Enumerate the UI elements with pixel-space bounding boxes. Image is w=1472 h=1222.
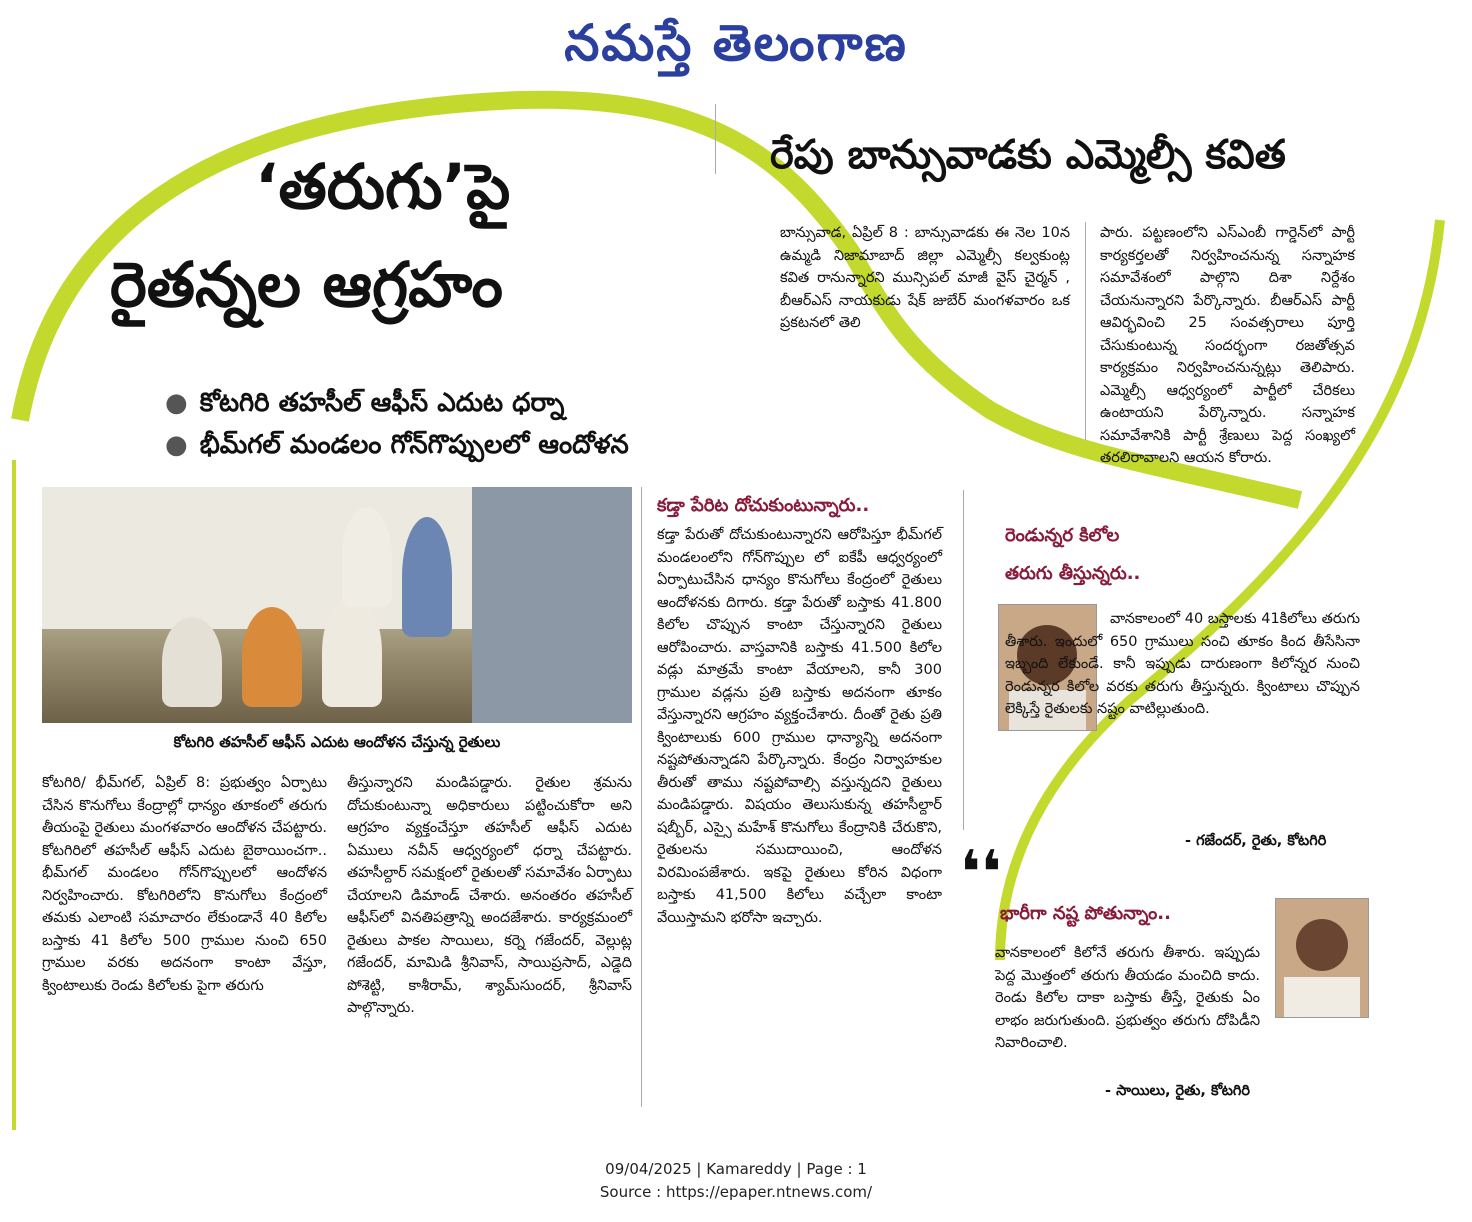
- column-divider: [1085, 222, 1086, 440]
- main-story-column-3: [657, 524, 942, 929]
- main-story-text: కడ్తా పేరుతో దోచుకుంటున్నారని ఆరోపిస్తూ భీమ్‌గల్ మండలంలోని గోన్‌గొప్పుల లో ఐకేపీ ఆధ్వర్యంలో ఏర్పాటుచేసిన ధాన్యం కొనుగోలు కేంద్రంలో రైతులు ఆందోళనకు దిగారు. కడ్తా పేరుతో బస్తాకు 41.800 కిలోల చొప్పున కాంటా చేస్తున్నారని రైతులు ఆరోపించారు. వాస్తవానికి బస్తాకు 41.500 కిలోల వడ్లు మాత్రమే కాంటా వేయాలని, కానీ 300 గ్రాముల వడ్లను ప్రతి బస్తాకు అదనంగా తూకం వేస్తున్నారని ఆగ్రహం వ్యక్తంచేశారు. దీంతో రైతు ప్రతి క్వింటాలుకు 600 గ్రాముల ధాన్యాన్ని అదనంగా నష్టపోతున్నాడని పేర్కొన్నారు. కేంద్రం నిర్వాహకుల తీరుతో తాము నష్టపోవాల్సి వస్తున్నదని రైతులు మండిపడ్డారు. విషయం తెలుసుకున్న తహసీల్దార్ షబ్బీర్, ఎస్సై మహేశ్ కొనుగోలు కేంద్రానికి చేరుకొని, రైతులను సముదాయించి, ఆందోళన విరమింపజేశారు. ఇకపై రైతులు కోరిన విధంగా బస్తాకు 41,500 కిలోలు వచ్చేలా కాంటా వేయిస్తామని భరోసా ఇచ్చారు.: [657, 527, 942, 926]
- quote2-attribution: - సాయిలు, రైతు, కోటగిరి: [1105, 1083, 1250, 1099]
- side-story-text: బాన్సువాడ, ఏప్రిల్ 8 : బాన్సువాడకు ఈ నెల 10న ఉమ్మడి నిజామాబాద్ జిల్లా ఎమ్మెల్సీ కల్వకుంట్ల కవిత రానున్నారని మున్సిపల్ మాజీ వైస్ చైర్మన్ , బీఆర్ఎస్ నాయకుడు షేక్ జుబేర్ మంగళవారం ఒక ప్రకటనలో తెలి: [780, 225, 1070, 331]
- quote1-heading-line1: రెండున్నర కిలోల: [1005, 525, 1120, 546]
- main-story-column-1: [42, 772, 327, 997]
- side-story-column-2: [1100, 222, 1355, 470]
- quote1-text: [1005, 608, 1360, 721]
- photo-person: [342, 507, 392, 607]
- column-divider: [715, 104, 716, 174]
- quote1-body: వానకాలంలో 40 బస్తాలకు 41కిలోలు తరుగు తీశారు. ఇందులో 650 గ్రాములు సంచి తూకం కింద తీసేసినా ఇబ్బంది లేకుండే. కానీ ఇప్పుడు దారుణంగా కిలోన్నర నుంచి రెండున్నర కిలోల వరకు తరుగు తీస్తున్నరు. క్వింటాలు చొప్పున లెక్కిస్తే రైతులకు నష్టం వాటిల్లుతుంది.: [1005, 611, 1360, 717]
- photo-person: [162, 617, 222, 707]
- masthead: నమస్తే తెలంగాణ: [564, 14, 908, 72]
- bullet-point: [165, 430, 629, 466]
- photo-caption: కోటగిరి తహసీల్ ఆఫీస్ ఎదుట ఆందోళన చేస్తున్న రైతులు: [173, 733, 501, 751]
- photo-person: [322, 597, 382, 707]
- main-story-text: తీస్తున్నారని మండిపడ్డారు. రైతుల శ్రమను దోచుకుంటున్నా అధికారులు పట్టించుకోరా అని ఆగ్రహం వ్యక్తంచేస్తూ తహసీల్ ఆఫీస్ ఎదుట ఏములు నవీన్ ఆధ్వర్యంలో ధర్నా చేపట్టారు. తహసీల్దార్ సమక్షంలో రైతులతో సమావేశం ఏర్పాటు చేయాలని డిమాండ్ చేశారు. అనంతరం తహసీల్ ఆఫీస్‌లో వినతిపత్రాన్ని అందజేశారు. కార్యక్రమంలో రైతులు పాకల సాయిలు, కర్నె గజేందర్, వెల్లుట్ల గజేందర్, మామిడి శ్రీనివాస్, సాయిప్రసాద్, ఎడ్డెది పోశెట్టి, కాశీరామ్, శ్యామ్‌సుందర్, శ్రీనివాస్ పాల్గొన్నారు.: [347, 775, 632, 1016]
- bullet-text: కోటగిరి తహసీల్ ఆఫీస్ ఎదుట ధర్నా: [199, 388, 565, 418]
- photo-person: [402, 517, 452, 637]
- column3-subhead: కడ్తా పేరిట దోచుకుంటున్నారు..: [657, 495, 870, 516]
- quote2-text: [995, 942, 1260, 1055]
- bullet-dot-icon: ●: [165, 388, 188, 418]
- bullet-text: భీమ్‌గల్ మండలం గోన్‌గొప్పులలో ఆందోళన: [199, 430, 629, 460]
- footer-source: Source : https://epaper.ntnews.com/: [599, 1183, 873, 1201]
- side-story-column-1: [780, 222, 1070, 335]
- quote1-heading-line2: తరుగు తీస్తున్నరు..: [1005, 563, 1141, 584]
- quote2-heading: భారీగా నష్ట పోతున్నాం..: [1000, 903, 1171, 924]
- footer-dateline: 09/04/2025 | Kamareddy | Page : 1: [605, 1160, 867, 1178]
- side-story-text: పారు. పట్టణంలోని ఎస్ఎంబీ గార్డెన్‌లో పార్టీ కార్యకర్తలతో నిర్వహించనున్న సన్నాహక సమావేశంలో పాల్గొని దిశా నిర్దేశం చేయనున్నారని పేర్కొన్నారు. బీఆర్ఎస్ పార్టీ ఆవిర్భవించి 25 సంవత్సరాలు పూర్తి చేసుకుంటున్న సందర్భంగా రజతోత్సవ కార్యక్రమం నిర్వహించనున్నట్లు తెలిపారు. ఎమ్మెల్సీ ఆధ్వర్యంలో పార్టీలో చేరికలు ఉంటాయని పేర్కొన్నారు. సన్నాహక సమావేశానికి పార్టీ శ్రేణులు పెద్ద సంఖ్యలో తరలిరావాలని ఆయన కోరారు.: [1100, 225, 1355, 466]
- person-icon: [1276, 899, 1368, 1017]
- column-divider: [963, 490, 964, 830]
- main-headline-line2: రైతన్నల ఆగ్రహం: [110, 248, 503, 321]
- quote2-body: వానకాలంలో కిలోనే తరుగు తీశారు. ఇప్పుడు పెద్ద మొత్తంలో తరుగు తీయడం మంచిది కాదు. రెండు కిలోల దాకా బస్తాకు తీస్తే, రైతుకు ఏం లాభం జరుగుతుంది. ప్రభుత్వం తరుగు దోపిడీని నివారించాలి.: [995, 945, 1260, 1051]
- side-story-headline: రేపు బాన్సువాడకు ఎమ్మెల్సీ కవిత: [770, 132, 1286, 178]
- bullet-dot-icon: ●: [165, 430, 188, 460]
- bullet-point: [165, 388, 564, 424]
- main-story-column-2: [347, 772, 632, 1020]
- photo-person: [242, 607, 302, 707]
- quote1-attribution: - గజేందర్, రైతు, కోటగిరి: [1185, 833, 1327, 849]
- farmers-protest-photo: [42, 487, 632, 723]
- quote-mark-icon: ❛❛: [960, 838, 1002, 908]
- main-headline-line1: ‘తరుగు’పై: [255, 150, 511, 223]
- main-story-text: కోటగిరి/ భీమ్‌గల్, ఏప్రిల్ 8: ప్రభుత్వం ఏర్పాటు చేసిన కొనుగోలు కేంద్రాల్లో ధాన్యం తూకంలో తరుగు తీయంపై రైతులు మంగళవారం ఆందోళన చేపట్టారు. కోటగిరిలో తహసీల్ ఆఫీస్ ఎదుట బైఠాయించగా.. భీమ్‌గల్ మండలం గోన్‌గొప్పులలో ఆందోళన నిర్వహించారు. కోటగిరిలోని కొనుగోలు కేంద్రంలో తమకు ఎలాంటి సమాచారం లేకుండానే 40 కిలోల బస్తాకు 41 కిలోల 500 గ్రాముల నుంచి 650 గ్రాముల వరకు అదనంగా కాంటా వేస్తూ, క్వింటాలుకు రెండు కిలోలకు పైగా తరుగు: [42, 775, 327, 994]
- column-divider: [641, 487, 642, 1107]
- sailu-portrait: [1275, 898, 1369, 1018]
- photo-door: [472, 487, 632, 723]
